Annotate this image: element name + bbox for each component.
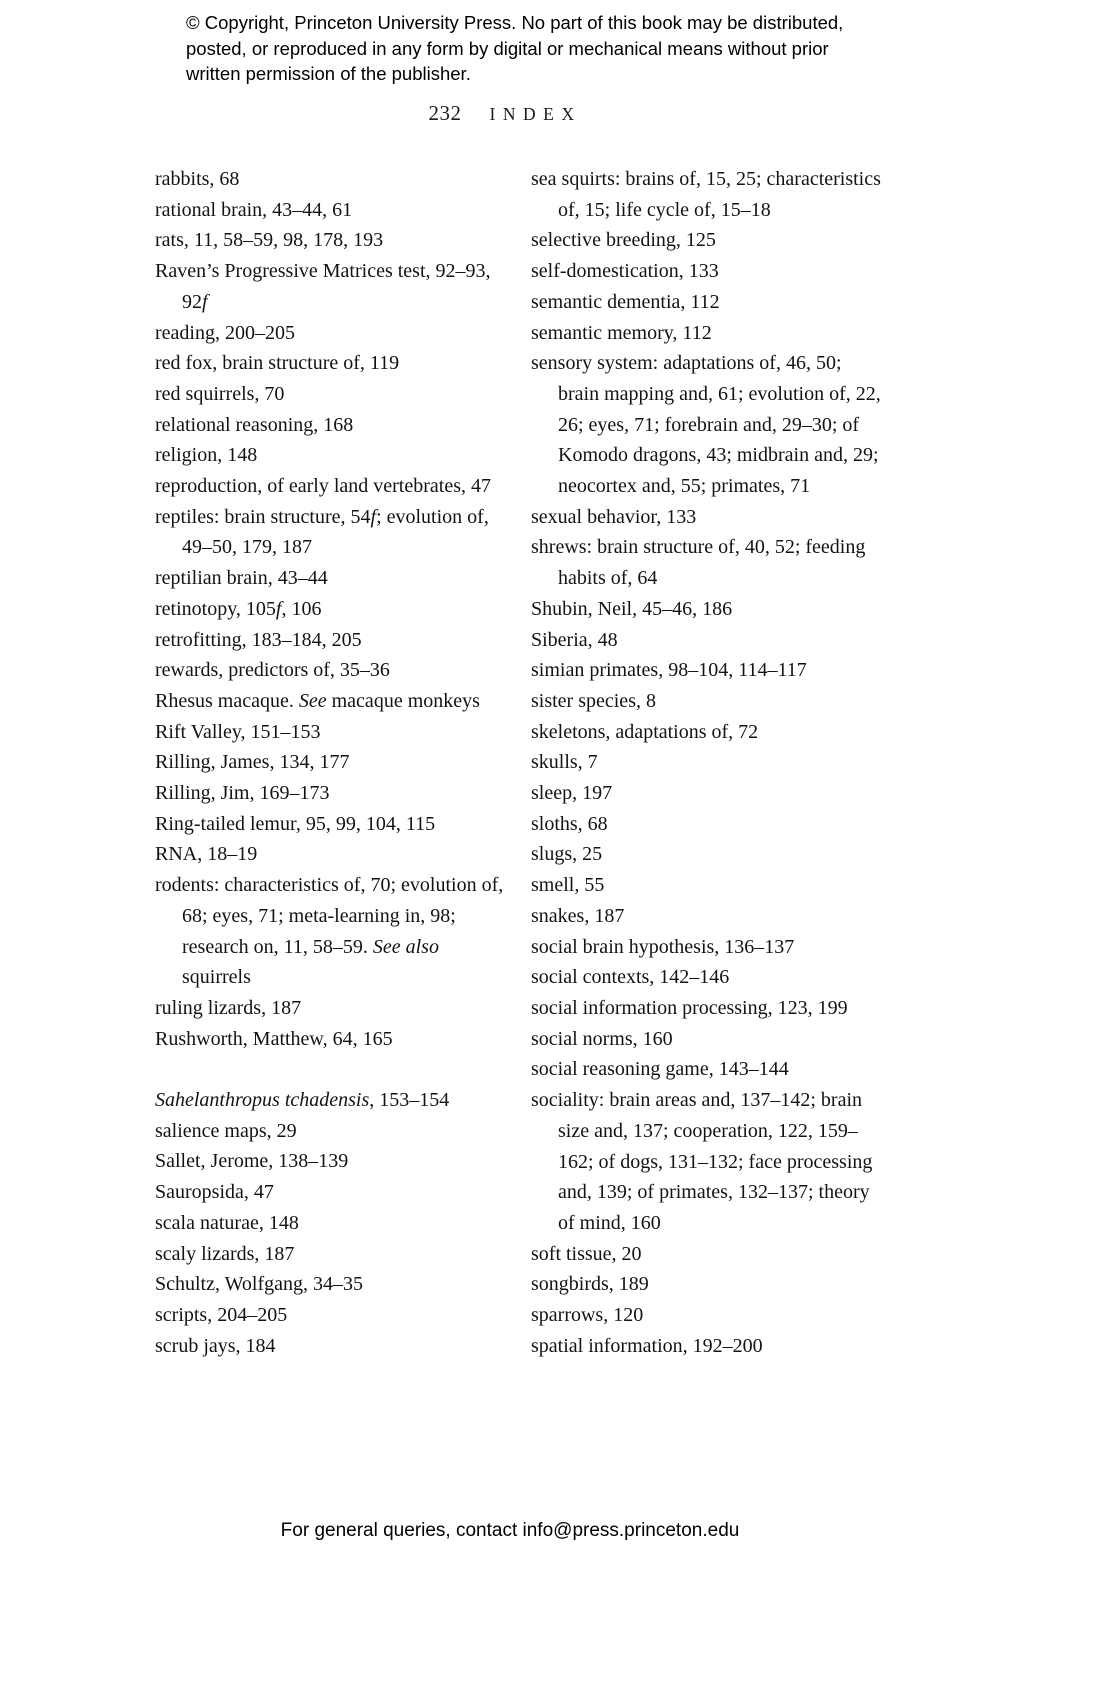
index-entry [155,410,507,441]
entry-text: skeletons, adaptations of, 72 [531,720,759,743]
entry-text: reptiles: brain structure, 54 [155,505,371,528]
index-entry [531,164,883,225]
index-entry [155,1208,507,1239]
entry-text: retinotopy, 105 [155,597,276,620]
entry-text: salience maps, 29 [155,1119,297,1142]
entry-text: rats, 11, 58–59, 98, 178, 193 [155,229,384,252]
italic-text: See also [372,935,439,958]
index-entry [155,225,507,256]
index-entry [155,1177,507,1208]
index-entry [155,1300,507,1331]
index-entry [531,809,883,840]
entry-text: squirrels [182,966,251,989]
index-entry [155,256,507,317]
entry-text: reproduction, of early land vertebrates, 47 [155,475,491,498]
italic-text: f [202,290,208,313]
entry-text: religion, 148 [155,444,258,467]
index-entry [531,1331,883,1362]
entry-text: , 153–154 [369,1089,450,1112]
entry-text: Raven’s Progressive Matrices test, 92–93, 92 [155,260,491,313]
entry-text: sociality: brain areas and, 137–142; brain size and, 137; cooperation, 122, 159–162; of dogs, 131–132; face processing and, 139; of primates, 132–137; theory of mind, 160 [531,1089,873,1234]
index-entry [531,287,883,318]
index-entry [531,747,883,778]
entry-text: rational brain, 43–44, 61 [155,198,353,221]
entry-text: , 106 [281,597,322,620]
entry-text: Schultz, Wolfgang, 34–35 [155,1273,363,1296]
entry-text: sparrows, 120 [531,1304,644,1327]
entry-text: Rhesus macaque. [155,689,299,712]
index-entry [531,1269,883,1300]
index-entry [155,1085,507,1116]
entry-text: red squirrels, 70 [155,382,285,405]
index-entry [155,625,507,656]
entry-text: scaly lizards, 187 [155,1242,295,1265]
entry-text: semantic memory, 112 [531,321,712,344]
entry-text: Sauropsida, 47 [155,1181,274,1204]
copyright-notice: © Copyright, Princeton University Press. No part of this book may be distributed, posted, or reproduced in any form by digital or mechanical means without prior written permission of the publisher. [186,12,844,84]
index-entry [155,839,507,870]
entry-text: relational reasoning, 168 [155,413,354,436]
entry-text: ruling lizards, 187 [155,996,302,1019]
page-number: 232 [428,101,462,125]
entry-text: social information processing, 123, 199 [531,996,848,1019]
index-entry [531,655,883,686]
entry-text: sea squirts: brains of, 15, 25; characteristics of, 15; life cycle of, 15–18 [531,168,881,221]
entry-text: spatial information, 192–200 [531,1334,763,1357]
entry-text: Rilling, James, 134, 177 [155,751,350,774]
entry-text: Sallet, Jerome, 138–139 [155,1150,349,1173]
index-entry [155,747,507,778]
entry-text: social contexts, 142–146 [531,966,730,989]
index-entry [531,1239,883,1270]
entry-text: Siberia, 48 [531,628,618,651]
index-entry [155,1269,507,1300]
index-entry [531,778,883,809]
entry-text: reading, 200–205 [155,321,295,344]
index-entry [531,1085,883,1239]
index-entry [531,1024,883,1055]
index-entry [531,594,883,625]
entry-text: macaque monkeys [326,689,480,712]
index-entry [155,195,507,226]
italic-text: See [298,689,327,712]
italic-text: Sahelanthropus tchadensis [155,1089,370,1112]
entry-text: soft tissue, 20 [531,1242,642,1265]
index-right-column [531,164,883,1361]
index-entry [155,471,507,502]
entry-text: slugs, 25 [531,843,603,866]
entry-text: social norms, 160 [531,1027,673,1050]
index-entry [155,1146,507,1177]
index-entry [531,625,883,656]
index-entry [155,164,507,195]
entry-text: Rilling, Jim, 169–173 [155,782,330,805]
index-entry [531,932,883,963]
index-entry [155,686,507,717]
entry-text: red fox, brain structure of, 119 [155,352,400,375]
entry-text: semantic dementia, 112 [531,290,720,313]
entry-text: shrews: brain structure of, 40, 52; feeding habits of, 64 [531,536,866,590]
index-entry [531,870,883,901]
entry-text: self-domestication, 133 [531,260,719,283]
entry-text: scripts, 204–205 [155,1304,288,1326]
entry-text: songbirds, 189 [531,1273,649,1296]
entry-text: Ring-tailed lemur, 95, 99, 104, 115 [155,812,436,835]
entry-text: retrofitting, 183–184, 205 [155,628,362,651]
entry-text: simian primates, 98–104, 114–117 [531,659,807,682]
entry-text: sexual behavior, 133 [531,505,697,528]
entry-text: Shubin, Neil, 45–46, 186 [531,597,733,620]
italic-text: f [370,505,377,528]
entry-text: sleep, 197 [531,782,613,805]
entry-text: skulls, 7 [531,751,598,774]
entry-text: ; evolution of, 49–50, 179, 187 [182,505,489,559]
entry-text: Rushworth, Matthew, 64, 165 [155,1027,393,1050]
index-entry [155,870,507,993]
entry-text: rodents: characteristics of, 70; evolution of, 68; eyes, 71; meta-learning in, 98; research on, 11, 58–59. [155,874,504,958]
entry-text: rabbits, 68 [155,168,240,190]
index-entry [531,717,883,748]
index-entry [155,717,507,748]
index-entry [155,778,507,809]
index-entry [531,1300,883,1331]
entry-text: social brain hypothesis, 136–137 [531,935,795,958]
index-entry [155,318,507,349]
index-entry [155,502,507,563]
index-entry [531,839,883,870]
entry-text: reptilian brain, 43–44 [155,567,328,590]
index-entry [531,225,883,256]
entry-text: smell, 55 [531,874,605,897]
index-title: INDEX [489,104,582,124]
index-entry [155,993,507,1024]
index-entry [531,532,883,593]
index-entry [155,809,507,840]
index-entry [531,686,883,717]
index-entry [531,348,883,502]
index-entry [155,348,507,379]
index-entry [531,993,883,1024]
index-entry [531,318,883,349]
entry-text: selective breeding, 125 [531,229,716,252]
index-entry [155,655,507,686]
entry-text: social reasoning game, 143–144 [531,1058,789,1081]
entry-text: rewards, predictors of, 35–36 [155,659,390,682]
index-entry [155,594,507,625]
index-entry [155,563,507,594]
index-entry [531,901,883,932]
footer-contact: For general queries, contact info@press.princeton.edu [280,1520,740,1541]
index-entry [155,1024,507,1055]
entry-text: sloths, 68 [531,812,608,835]
index-entry [155,1116,507,1147]
entry-text: scrub jays, 184 [155,1334,276,1357]
index-entry [531,256,883,287]
index-entry [531,962,883,993]
index-entry [155,1331,507,1362]
index-entry [155,440,507,471]
page-header [95,101,915,126]
index-entry [155,379,507,410]
index-left-column [155,164,507,1361]
entry-text: RNA, 18–19 [155,843,258,866]
entry-text: scala naturae, 148 [155,1211,299,1234]
index-entry [531,502,883,533]
index-entry [531,1054,883,1085]
index-entry [155,1239,507,1270]
entry-text: snakes, 187 [531,904,625,927]
entry-text: sister species, 8 [531,689,656,712]
entry-text: sensory system: adaptations of, 46, 50; brain mapping and, 61; evolution of, 22, 26; eyes, 71; forebrain and, 29–30; of Komodo dragons, 43; midbrain and, 29; neocortex and, 55; primates, 71 [531,352,881,498]
italic-text: f [275,597,282,620]
entry-text: Rift Valley, 151–153 [155,720,321,743]
